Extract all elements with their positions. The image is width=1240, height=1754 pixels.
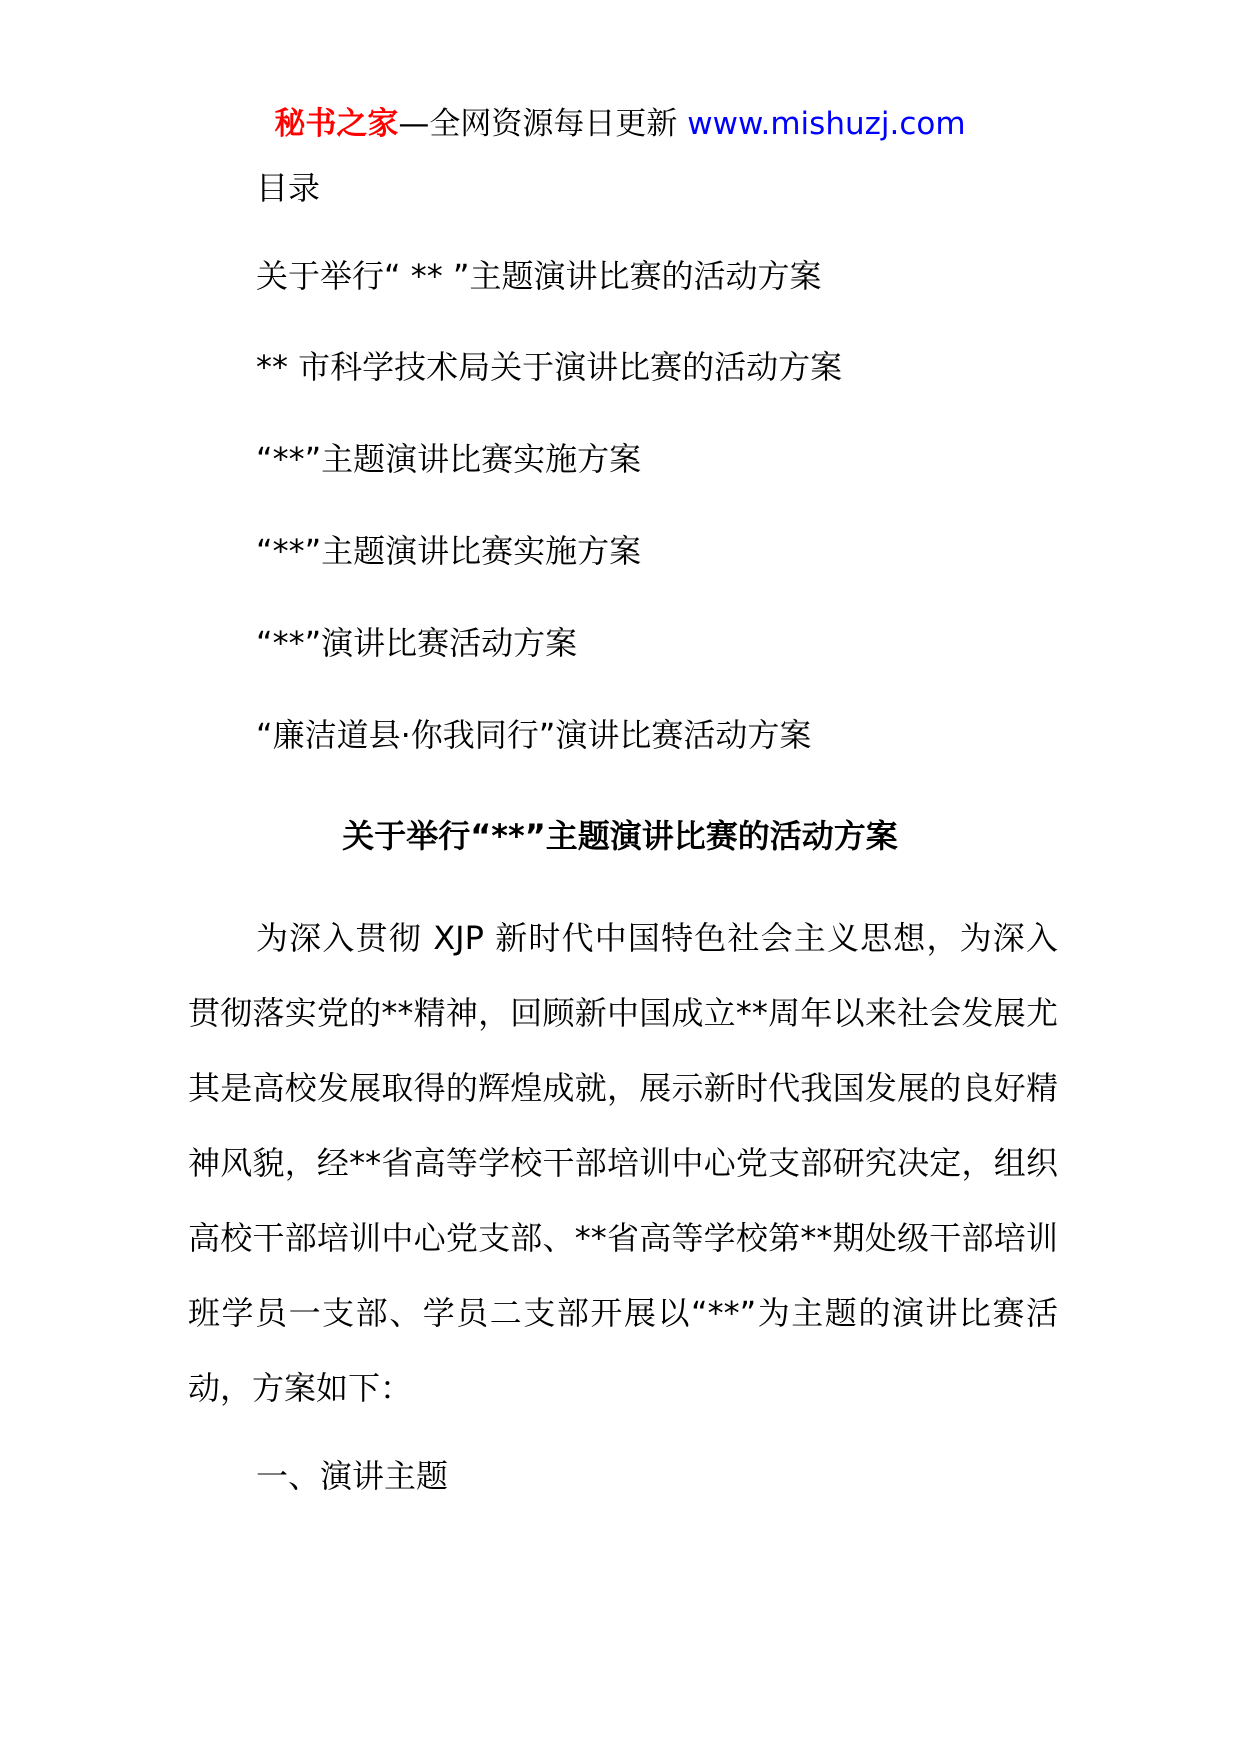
site-header bbox=[0, 98, 1240, 150]
toc-item-5[interactable]: “**”演讲比赛活动方案 bbox=[256, 624, 578, 662]
section-heading-1: 一、演讲主题 bbox=[256, 1457, 449, 1495]
header-tagline: —全网资源每日更新 bbox=[398, 106, 688, 142]
toc-item-3[interactable]: “**”主题演讲比赛实施方案 bbox=[256, 440, 642, 478]
toc-item-6[interactable]: “廉洁道县·你我同行”演讲比赛活动方案 bbox=[256, 716, 812, 754]
brand-name: 秘书之家 bbox=[274, 106, 399, 142]
toc-item-4[interactable]: “**”主题演讲比赛实施方案 bbox=[256, 532, 642, 570]
toc-item-2[interactable]: ** 市科学技术局关于演讲比赛的活动方案 bbox=[256, 348, 843, 386]
site-url-link[interactable]: www.mishuzj.com bbox=[687, 106, 966, 142]
toc-title: 目录 bbox=[256, 169, 321, 207]
intro-paragraph: 为深入贯彻 XJP 新时代中国特色社会主义思想，为深入贯彻落实党的**精神，回顾新中国成立**周年以来社会发展尤其是高校发展取得的辉煌成就，展示新时代我国发展的良好精神风貌，经**省高等学校干部培训中心党支部研究决定，组织高校干部培训中心党支部、**省高等学校第**期处级干部培训班学员一支部、学员二支部开展以“**”为主题的演讲比赛活动，方案如下： bbox=[188, 919, 1058, 1407]
document-title: 关于举行“**”主题演讲比赛的活动方案 bbox=[342, 817, 898, 855]
toc-item-1[interactable]: 关于举行“ ** ”主题演讲比赛的活动方案 bbox=[256, 257, 822, 295]
